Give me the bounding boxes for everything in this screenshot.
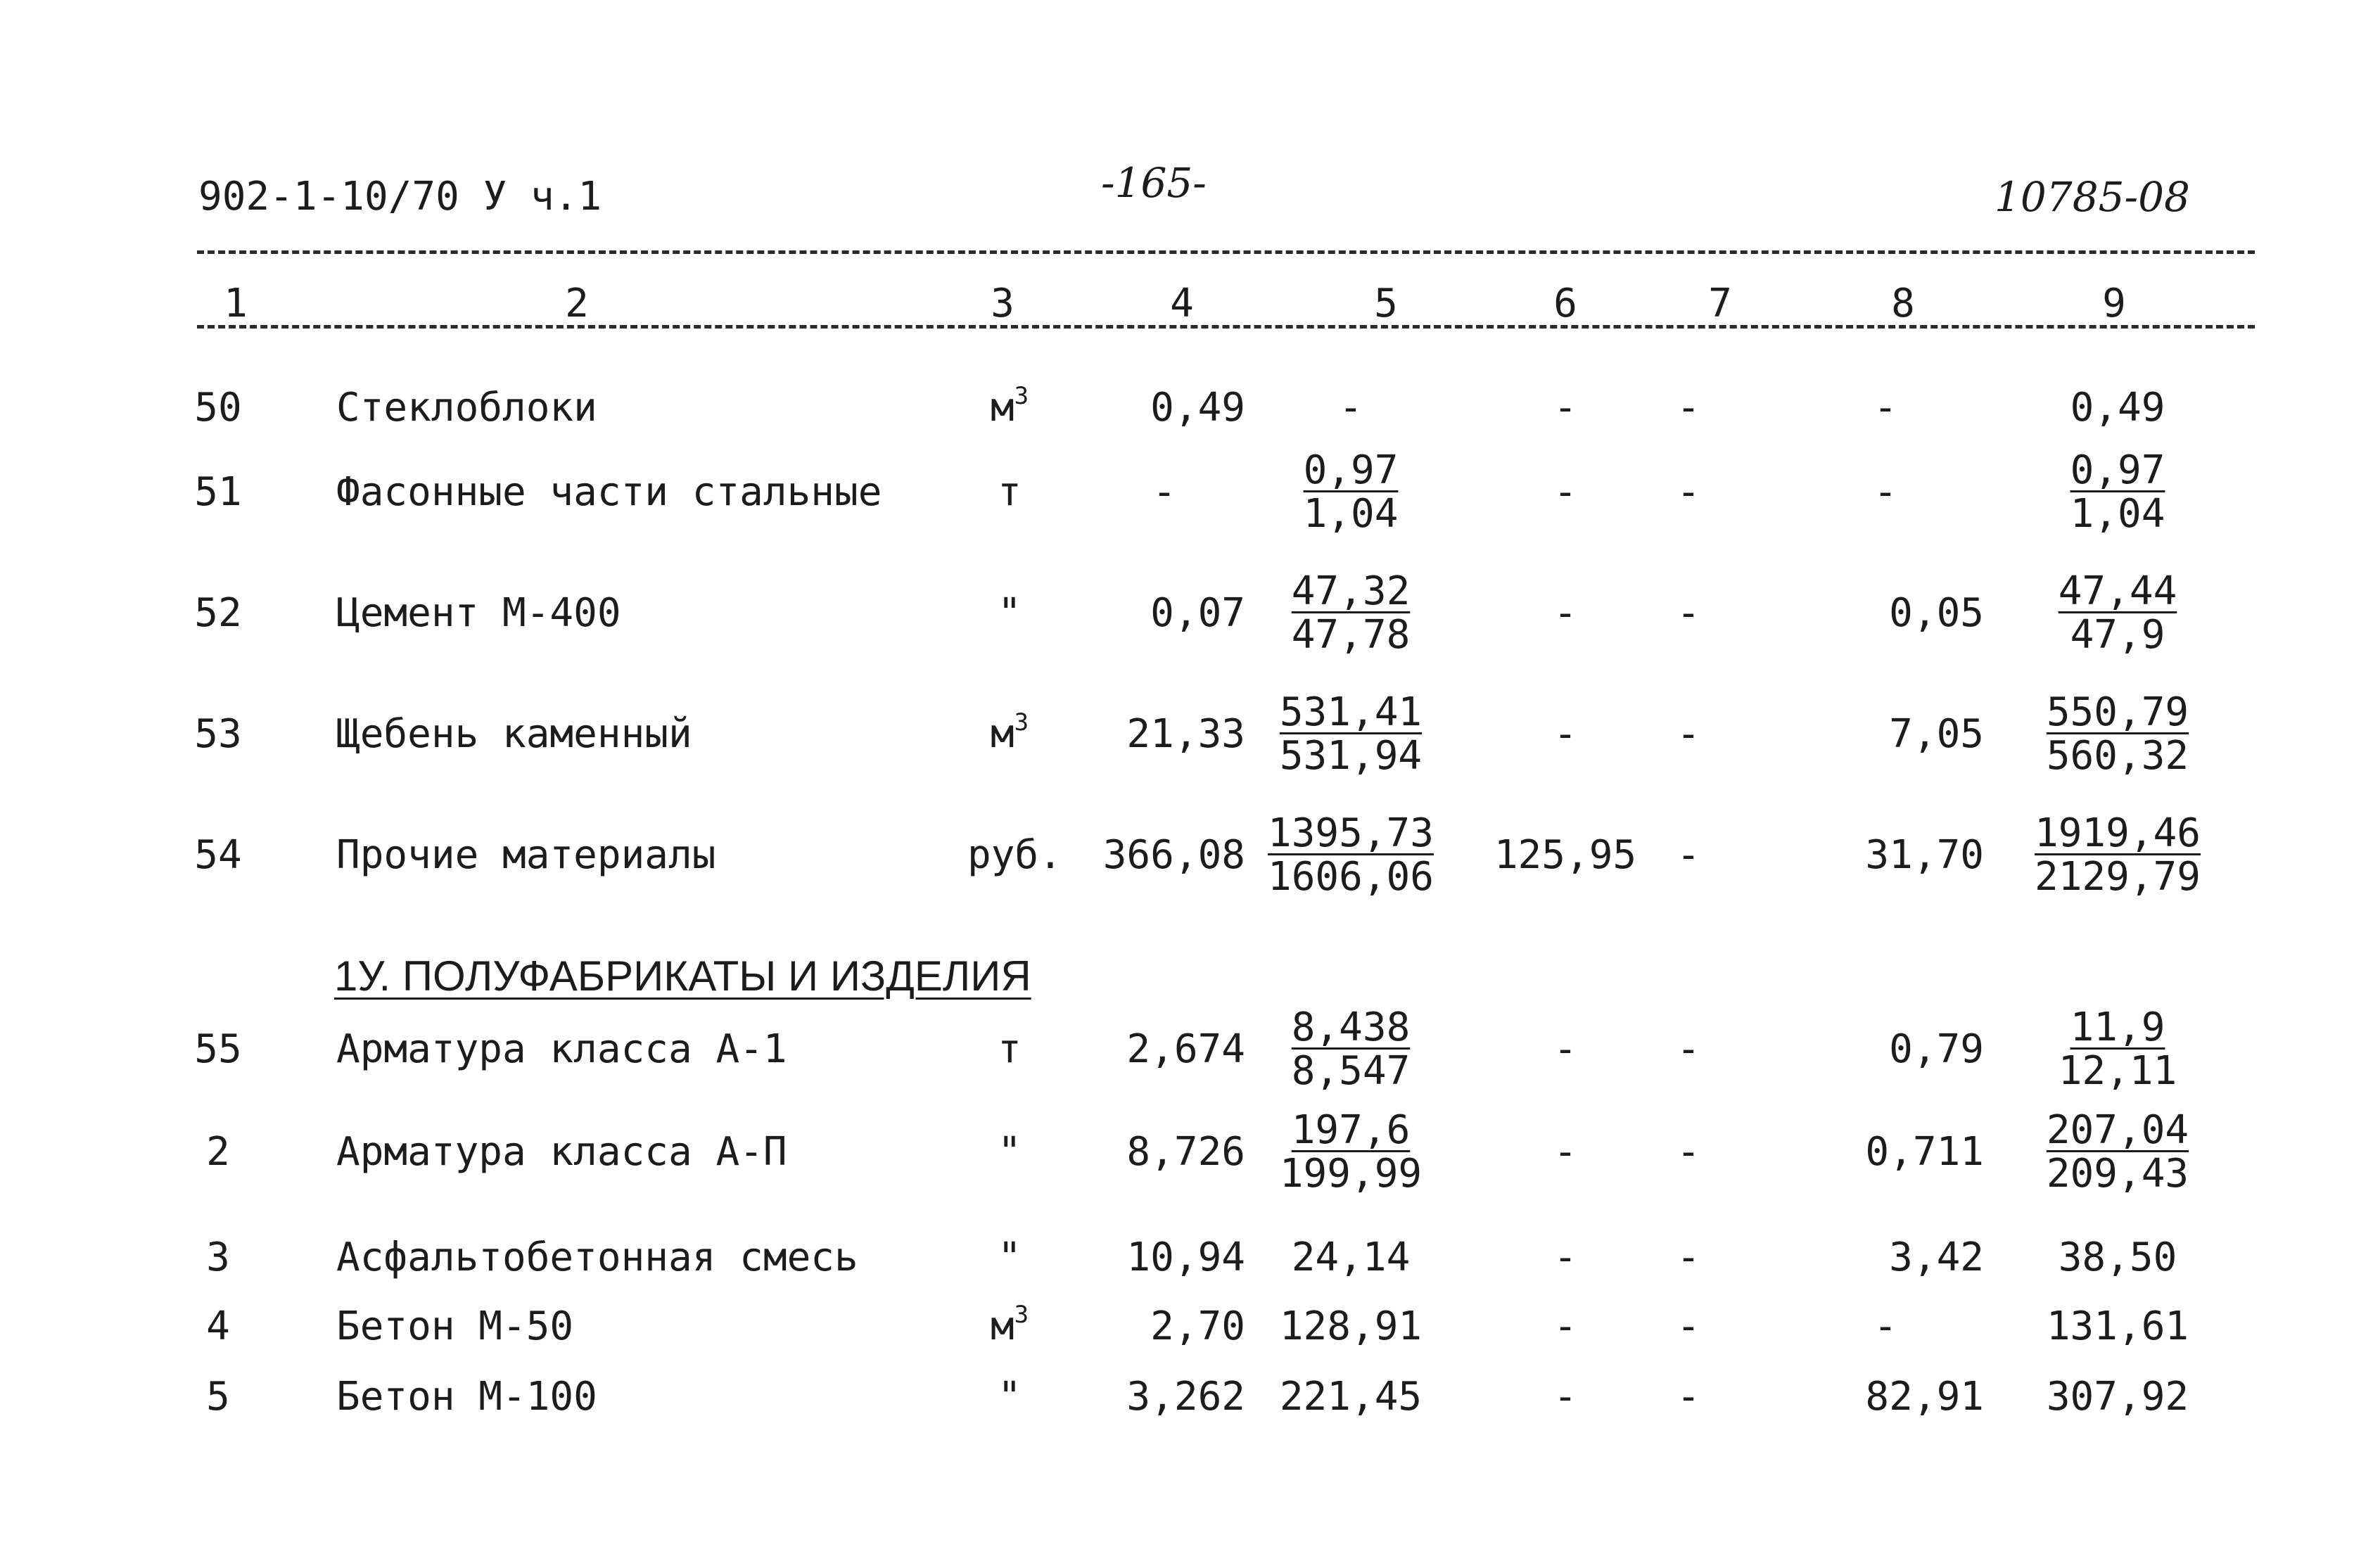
section-title: 1У. ПОЛУФАБРИКАТЫ И ИЗДЕЛИЯ <box>334 952 1031 1000</box>
row-number: 3 <box>206 1235 230 1280</box>
col9-value-fraction <box>2012 691 2223 778</box>
col5-value-numerator: 0,97 <box>1303 447 1399 493</box>
col6-value-dash: - <box>1553 469 1577 515</box>
col9-value-denominator: 209,43 <box>2046 1151 2189 1197</box>
row-number: 5 <box>206 1374 230 1420</box>
col5-value-denominator: 47,78 <box>1291 612 1411 658</box>
column-number-8: 8 <box>1891 281 1915 326</box>
col4-value: 366,08 <box>1102 832 1245 878</box>
col9-value: 38,50 <box>2058 1235 2177 1280</box>
col9-value-denominator: 560,32 <box>2046 733 2189 779</box>
unit: $м^3$ <box>990 708 1029 757</box>
col6-value-dash: - <box>1553 711 1577 757</box>
col9-value-denominator: 1,04 <box>2070 491 2165 537</box>
col4-value: 10,94 <box>1126 1235 1245 1280</box>
col6-value-dash: - <box>1553 1374 1577 1420</box>
col7-value-dash: - <box>1677 469 1700 515</box>
row-number: 55 <box>194 1026 242 1072</box>
col9-value-numerator: 207,04 <box>2046 1107 2189 1153</box>
col6-value: 125,95 <box>1494 832 1637 878</box>
col9-value-fraction <box>2012 812 2223 899</box>
col7-value-dash: - <box>1677 832 1700 878</box>
col8-value: 82,91 <box>1865 1374 1984 1420</box>
col7-value-dash: - <box>1677 385 1700 431</box>
column-number-7: 7 <box>1708 281 1732 326</box>
column-number-9: 9 <box>2102 281 2126 326</box>
column-number-5: 5 <box>1374 281 1398 326</box>
col5-value-denominator: 531,94 <box>1279 733 1423 779</box>
col5-value-fraction <box>1245 1006 1456 1093</box>
col9-value-numerator: 550,79 <box>2046 689 2189 735</box>
col8-value-dash: - <box>1873 385 1897 431</box>
col5-value-dash: - <box>1339 385 1363 431</box>
material-name: Арматура класса А-П <box>336 1129 787 1175</box>
col9-value-numerator: 0,97 <box>2070 447 2165 493</box>
row-number: 2 <box>206 1129 230 1175</box>
col4-value: 2,70 <box>1150 1304 1245 1349</box>
document-code: 10785-08 <box>1995 173 2190 221</box>
col4-value: 2,674 <box>1126 1026 1245 1072</box>
col7-value-dash: - <box>1677 711 1700 757</box>
col8-value: 31,70 <box>1865 832 1984 878</box>
col5-value-fraction <box>1245 449 1456 536</box>
col9-value-fraction <box>2012 570 2223 657</box>
col4-value: 8,726 <box>1126 1129 1245 1175</box>
material-name: Стеклоблоки <box>336 385 597 431</box>
material-name: Прочие материалы <box>336 832 716 878</box>
col6-value-dash: - <box>1553 1304 1577 1349</box>
col6-value-dash: - <box>1553 1026 1577 1072</box>
material-name: Арматура класса А-1 <box>336 1026 787 1072</box>
material-name: Асфальтобетонная смесь <box>336 1235 858 1280</box>
col8-value-dash: - <box>1873 469 1897 515</box>
col5-value-fraction <box>1245 570 1456 657</box>
col4-value: 3,262 <box>1126 1374 1245 1420</box>
col6-value-dash: - <box>1553 590 1577 636</box>
row-number: 54 <box>194 832 242 878</box>
material-name: Фасонные части стальные <box>336 469 882 515</box>
col8-value: 3,42 <box>1889 1235 1984 1280</box>
col5-value-denominator: 1606,06 <box>1267 854 1434 900</box>
col5-value-numerator: 197,6 <box>1291 1107 1411 1153</box>
col5-value-denominator: 199,99 <box>1279 1151 1423 1197</box>
unit: т <box>998 1026 1022 1072</box>
col6-value-dash: - <box>1553 1129 1577 1175</box>
col4-value: 21,33 <box>1126 711 1245 757</box>
column-number-1: 1 <box>224 281 248 326</box>
col7-value-dash: - <box>1677 1235 1700 1280</box>
row-number: 51 <box>194 469 242 515</box>
row-number: 52 <box>194 590 242 636</box>
col5-value-fraction <box>1245 1109 1456 1196</box>
col8-value-dash: - <box>1873 1304 1897 1349</box>
col8-value: 0,05 <box>1889 590 1984 636</box>
col7-value-dash: - <box>1677 1129 1700 1175</box>
col9-value-fraction <box>2012 449 2223 536</box>
col9-value-numerator: 11,9 <box>2070 1005 2165 1050</box>
column-number-3: 3 <box>991 281 1014 326</box>
material-name: Бетон М-50 <box>336 1304 574 1349</box>
col9-value-denominator: 2129,79 <box>2034 854 2201 900</box>
col5-value-numerator: 531,41 <box>1279 689 1423 735</box>
col9-value: 307,92 <box>2046 1374 2189 1420</box>
col8-value: 7,05 <box>1889 711 1984 757</box>
col6-value-dash: - <box>1553 1235 1577 1280</box>
unit: $м^3$ <box>990 1301 1029 1349</box>
column-number-6: 6 <box>1553 281 1577 326</box>
material-name: Цемент М-400 <box>336 590 621 636</box>
material-name: Бетон М-100 <box>336 1374 597 1420</box>
col5-value-numerator: 1395,73 <box>1267 810 1434 856</box>
col5-value: 221,45 <box>1279 1374 1423 1420</box>
page-number: -165- <box>1101 159 1207 207</box>
unit: $м^3$ <box>990 382 1029 431</box>
col4-value: 0,49 <box>1150 385 1245 431</box>
top-rule <box>197 250 2255 254</box>
row-number: 50 <box>194 385 242 431</box>
column-number-4: 4 <box>1170 281 1194 326</box>
col8-value: 0,79 <box>1889 1026 1984 1072</box>
col5-value-fraction <box>1245 812 1456 899</box>
unit: " <box>998 1129 1022 1175</box>
col7-value-dash: - <box>1677 1026 1700 1072</box>
col9-value-numerator: 47,44 <box>2058 568 2177 614</box>
unit: руб. <box>967 832 1062 878</box>
col8-value: 0,711 <box>1865 1129 1984 1175</box>
col9-value: 0,49 <box>2070 385 2165 431</box>
col7-value-dash: - <box>1677 1374 1700 1420</box>
col4-value-dash: - <box>1152 469 1176 515</box>
column-header-rule <box>197 325 2255 329</box>
col7-value-dash: - <box>1677 590 1700 636</box>
col5-value-numerator: 8,438 <box>1291 1005 1411 1050</box>
unit: " <box>998 1235 1022 1280</box>
unit: " <box>998 1374 1022 1420</box>
col4-value: 0,07 <box>1150 590 1245 636</box>
row-number: 4 <box>206 1304 230 1349</box>
col7-value-dash: - <box>1677 1304 1700 1349</box>
col5-value-denominator: 1,04 <box>1303 491 1399 537</box>
col9-value-numerator: 1919,46 <box>2034 810 2201 856</box>
col5-value-fraction <box>1245 691 1456 778</box>
col5-value: 128,91 <box>1279 1304 1423 1349</box>
document-reference: 902-1-10/70 У ч.1 <box>198 174 602 219</box>
unit: т <box>998 469 1022 515</box>
col9-value-denominator: 12,11 <box>2058 1048 2177 1094</box>
col6-value-dash: - <box>1553 385 1577 431</box>
col5-value-denominator: 8,547 <box>1291 1048 1411 1094</box>
col9-value-fraction <box>2012 1006 2223 1093</box>
col5-value-numerator: 47,32 <box>1291 568 1411 614</box>
col9-value-denominator: 47,9 <box>2070 612 2165 658</box>
material-name: Щебень каменный <box>336 711 692 757</box>
col9-value: 131,61 <box>2046 1304 2189 1349</box>
unit: " <box>998 590 1022 636</box>
col5-value: 24,14 <box>1291 1235 1411 1280</box>
column-number-2: 2 <box>565 281 589 326</box>
row-number: 53 <box>194 711 242 757</box>
col9-value-fraction <box>2012 1109 2223 1196</box>
